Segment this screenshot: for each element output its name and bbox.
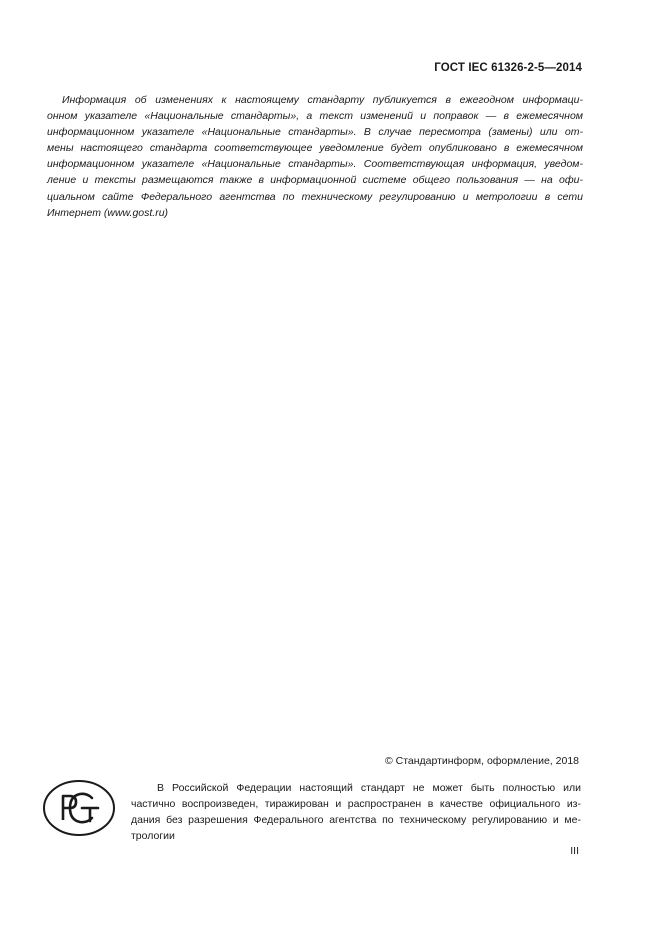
notice-line: Интернет (www.gost.ru) bbox=[47, 206, 169, 219]
rights-line: дания без разрешения Федерального агентства по техническому регулированию и ме- bbox=[131, 814, 581, 827]
rights-line: трологии bbox=[131, 830, 175, 843]
rights-line: частично воспроизведен, тиражирован и распространен в качестве официального из- bbox=[131, 798, 581, 811]
rights-line: В Российской Федерации настоящий стандарт не может быть полностью или bbox=[157, 782, 581, 794]
rights-notice bbox=[131, 780, 581, 844]
notice-line: информационном указателе «Национальные стандарты». В случае пересмотра (замены) или от- bbox=[47, 126, 583, 139]
notice-line: онном указателе «Национальные стандарты», а текст изменений и поправок — в ежемесячном bbox=[47, 110, 583, 123]
copyright-notice: © Стандартинформ, оформление, 2018 bbox=[384, 755, 579, 767]
notice-line: мены настоящего стандарта соответствующее уведомление будет опубликовано в ежемесячном bbox=[47, 142, 583, 155]
amendment-info-notice bbox=[47, 92, 583, 221]
notice-line: информационном указателе «Национальные стандарты». Соответствующая информация, уведом- bbox=[47, 158, 583, 171]
page-number: III bbox=[570, 845, 579, 857]
document-code: ГОСТ IEC 61326-2-5—2014 bbox=[434, 62, 582, 74]
notice-line: Информация об изменениях к настоящему стандарту публикуется в ежегодном информаци- bbox=[62, 94, 583, 106]
notice-line: циальном сайте Федерального агентства по техническому регулированию и метрологии в сети bbox=[47, 190, 583, 203]
notice-line: ление и тексты размещаются также в информационной системе общего пользования — на офи- bbox=[47, 174, 583, 187]
rst-certification-mark-icon bbox=[42, 779, 116, 837]
